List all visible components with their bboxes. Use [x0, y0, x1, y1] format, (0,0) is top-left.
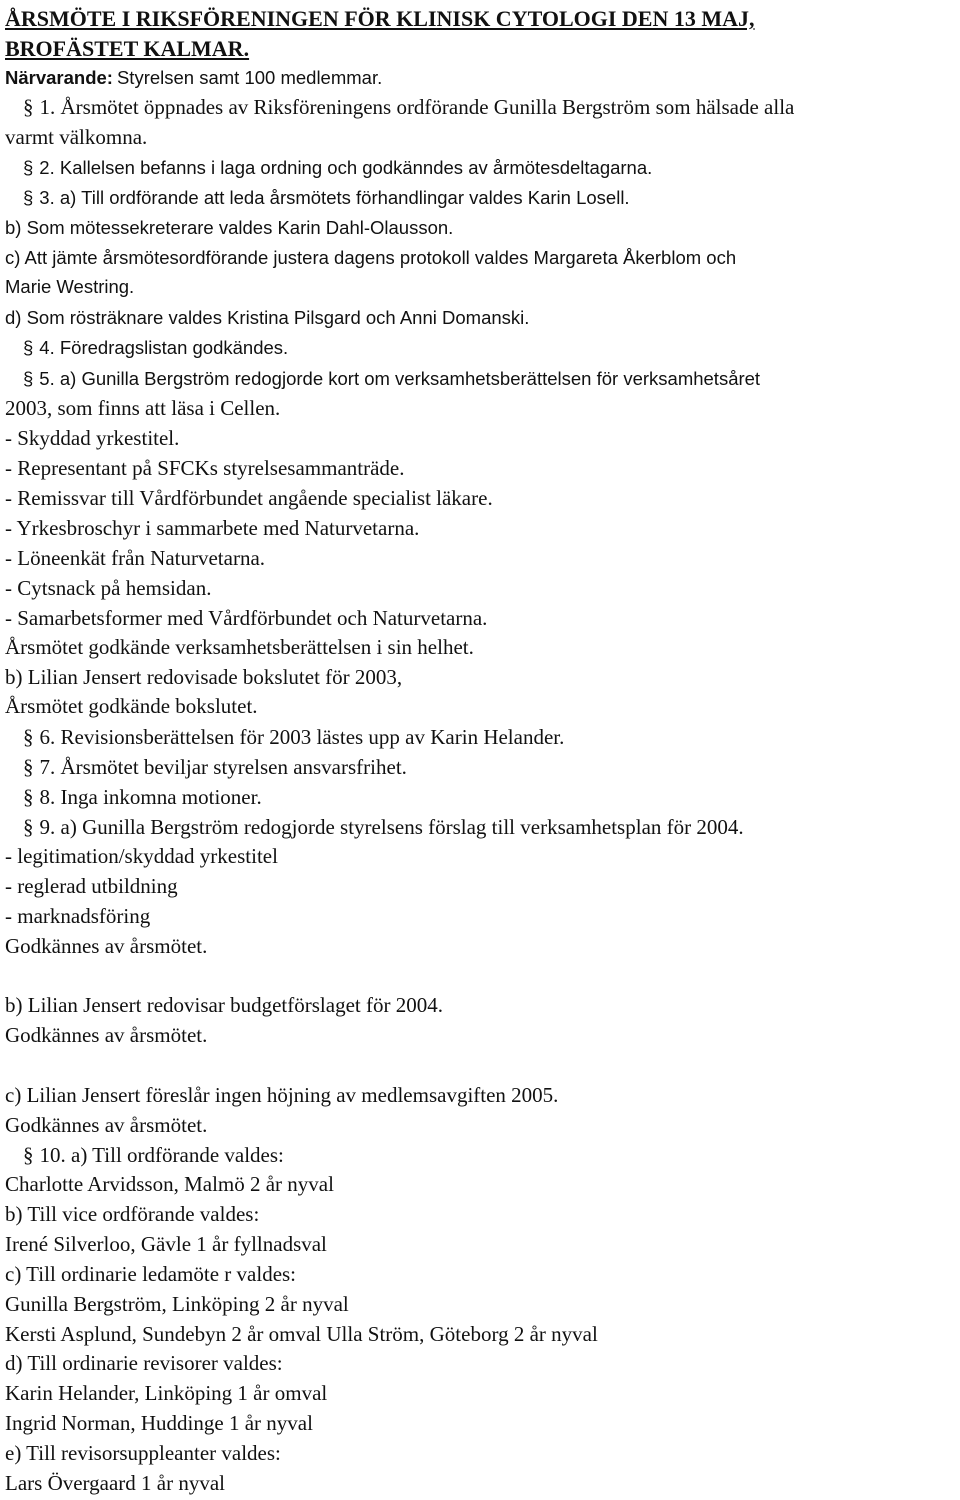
activity-list-item: - Yrkesbroschyr i sammarbete med Naturvetarna. — [5, 516, 420, 540]
document-title-line-2: BROFÄSTET KALMAR. — [5, 36, 250, 61]
plan-list-item: - reglerad utbildning — [5, 874, 178, 898]
item-9a-approval: Godkännes av årsmötet. — [5, 934, 208, 958]
section-sign: § — [23, 1143, 34, 1167]
item-2 — [23, 155, 652, 181]
election-line: d) Till ordinarie revisorer valdes: — [5, 1351, 283, 1375]
election-line: Ingrid Norman, Huddinge 1 år nyval — [5, 1411, 313, 1435]
activity-list-item: - Skyddad yrkestitel. — [5, 426, 180, 450]
item-9a — [23, 814, 744, 840]
election-line: Lars Övergaard 1 år nyval — [5, 1471, 226, 1495]
item-3d: d) Som rösträknare valdes Kristina Pilsgard och Anni Domanski. — [5, 307, 530, 328]
item-5a-line-2: 2003, som finns att läsa i Cellen. — [5, 396, 281, 420]
election-line: Kersti Asplund, Sundebyn 2 år omval Ulla Ström, Göteborg 2 år nyval — [5, 1322, 598, 1346]
election-line: Karin Helander, Linköping 1 år omval — [5, 1381, 328, 1405]
item-9c-approval: Godkännes av årsmötet. — [5, 1113, 208, 1137]
attendance-label: Närvarande: — [5, 67, 113, 88]
plan-list-item: - marknadsföring — [5, 904, 151, 928]
item-3a — [23, 185, 630, 211]
item-9a-text: 9. a) Gunilla Bergström redogjorde styrelsens förslag till verksamhetsplan för 2004. — [39, 815, 744, 839]
item-3a-text: 3. a) Till ordförande att leda årsmötets förhandlingar valdes Karin Losell. — [39, 187, 630, 208]
plan-list-item: - legitimation/skyddad yrkestitel — [5, 844, 278, 868]
item-5b: b) Lilian Jensert redovisade bokslutet för 2003, — [5, 665, 403, 689]
item-3c-line-2: Marie Westring. — [5, 276, 135, 297]
activity-list-item: - Cytsnack på hemsidan. — [5, 576, 212, 600]
election-line: b) Till vice ordförande valdes: — [5, 1202, 260, 1226]
section-sign: § — [23, 785, 34, 809]
activity-list-item: - Remissvar till Vårdförbundet angående specialist läkare. — [5, 486, 493, 510]
section-sign: § — [23, 187, 34, 208]
item-6 — [23, 724, 564, 750]
item-10a — [23, 1142, 284, 1168]
item-8-text: 8. Inga inkomna motioner. — [39, 785, 262, 809]
item-9b-approval: Godkännes av årsmötet. — [5, 1023, 208, 1047]
section-sign: § — [23, 368, 34, 389]
section-sign: § — [23, 95, 34, 119]
item-4 — [23, 335, 288, 361]
item-4-text: 4. Föredragslistan godkändes. — [39, 337, 289, 358]
section-sign: § — [23, 755, 34, 779]
document-title-line-1: ÅRSMÖTE I RIKSFÖRENINGEN FÖR KLINISK CYTOLOGI DEN 13 MAJ, — [5, 6, 755, 31]
activity-list-item: - Representant på SFCKs styrelsesammanträde. — [5, 456, 405, 480]
item-5a-line-1 — [23, 366, 760, 392]
section-sign: § — [23, 815, 34, 839]
item-6-text: 6. Revisionsberättelsen för 2003 lästes upp av Karin Helander. — [39, 725, 565, 749]
item-8 — [23, 784, 262, 810]
item-10a-text: 10. a) Till ordförande valdes: — [39, 1143, 284, 1167]
item-5-approval: Årsmötet godkände verksamhetsberättelsen i sin helhet. — [5, 635, 474, 659]
attendance-line — [5, 65, 382, 93]
election-line: Irené Silverloo, Gävle 1 år fyllnadsval — [5, 1232, 327, 1256]
section-sign: § — [23, 725, 34, 749]
item-7 — [23, 754, 407, 780]
section-sign: § — [23, 157, 34, 178]
item-2-text: 2. Kallelsen befanns i laga ordning och godkänndes av årmötesdeltagarna. — [39, 157, 653, 178]
activity-list-item: - Löneenkät från Naturvetarna. — [5, 546, 266, 570]
item-3c-line-1: c) Att jämte årsmötesordförande justera dagens protokoll valdes Margareta Åkerblom och — [5, 247, 737, 268]
activity-list-item: - Samarbetsformer med Vårdförbundet och Naturvetarna. — [5, 606, 488, 630]
item-9c: c) Lilian Jensert föreslår ingen höjning av medlemsavgiften 2005. — [5, 1083, 559, 1107]
attendance-text: Styrelsen samt 100 medlemmar. — [116, 67, 383, 88]
item-5a-text: 5. a) Gunilla Bergström redogjorde kort om verksamhetsberättelsen för verksamhetsåret — [39, 368, 761, 389]
item-7-text: 7. Årsmötet beviljar styrelsen ansvarsfrihet. — [39, 755, 407, 779]
section-sign: § — [23, 337, 34, 358]
item-3b: b) Som mötessekreterare valdes Karin Dahl-Olausson. — [5, 217, 454, 238]
election-line: Charlotte Arvidsson, Malmö 2 år nyval — [5, 1172, 334, 1196]
election-line: e) Till revisorsuppleanter valdes: — [5, 1441, 281, 1465]
election-line: Gunilla Bergström, Linköping 2 år nyval — [5, 1292, 349, 1316]
item-9b: b) Lilian Jensert redovisar budgetförslaget för 2004. — [5, 993, 443, 1017]
item-1-line-1 — [23, 94, 794, 120]
item-5b-approval: Årsmötet godkände bokslutet. — [5, 694, 258, 718]
election-line: c) Till ordinarie ledamöte r valdes: — [5, 1262, 297, 1286]
item-1-line-2: varmt välkomna. — [5, 125, 148, 149]
item-1-text: 1. Årsmötet öppnades av Riksföreningens ordförande Gunilla Bergström som hälsade alla — [39, 95, 795, 119]
